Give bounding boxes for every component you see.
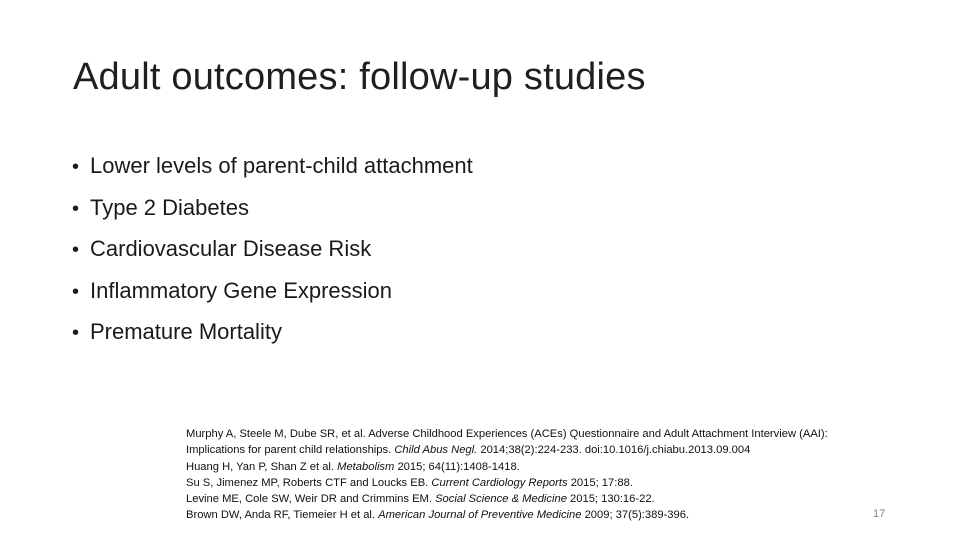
bullet-icon: • xyxy=(72,280,80,303)
list-item xyxy=(72,229,473,271)
reference-text: Implications for parent child relationships. xyxy=(186,444,395,457)
reference-citation: 2009; 37(5):389-396. xyxy=(581,509,690,522)
reference-journal: Social Science & Medicine xyxy=(435,493,567,506)
bullet-icon: • xyxy=(72,197,80,220)
page-number: 17 xyxy=(873,508,886,520)
reference-line xyxy=(186,459,828,475)
list-item xyxy=(72,271,473,313)
reference-text: Su S, Jimenez MP, Roberts CTF and Loucks EB. xyxy=(186,476,432,489)
reference-citation: 2015; 64(11):1408-1418. xyxy=(394,460,520,473)
slide-title: Adult outcomes: follow-up studies xyxy=(73,56,646,98)
list-item xyxy=(72,188,473,230)
reference-line xyxy=(186,491,828,507)
bullet-text: Inflammatory Gene Expression xyxy=(90,277,393,303)
bullet-icon: • xyxy=(72,239,80,261)
bullet-text: Type 2 Diabetes xyxy=(90,194,249,220)
bullet-text: Premature Mortality xyxy=(90,319,282,344)
reference-text: Brown DW, Anda RF, Tiemeier H et al. xyxy=(186,509,379,522)
bullet-list xyxy=(72,146,473,354)
reference-citation: 2014;38(2):224-233. doi:10.1016/j.chiabu.2013.09.004 xyxy=(477,444,751,457)
reference-line xyxy=(186,475,828,491)
reference-text: Murphy A, Steele M, Dube SR, et al. Adverse Childhood Experiences (ACEs) Questionnaire and Adult Attachment Interview (AAI): xyxy=(186,428,828,440)
reference-citation: 2015; 130:16-22. xyxy=(566,493,655,506)
reference-text: Huang H, Yan P, Shan Z et al. xyxy=(186,460,338,473)
bullet-icon: • xyxy=(72,156,80,178)
list-item xyxy=(72,146,473,188)
reference-citation: 2015; 17:88. xyxy=(567,476,633,489)
bullet-icon: • xyxy=(72,322,80,344)
reference-journal: American Journal of Preventive Medicine xyxy=(378,509,582,522)
reference-journal: Metabolism xyxy=(337,460,395,473)
bullet-text: Cardiovascular Disease Risk xyxy=(90,236,372,261)
references xyxy=(186,426,828,524)
reference-line xyxy=(186,507,828,523)
reference-text: Levine ME, Cole SW, Weir DR and Crimmins EM. xyxy=(186,493,436,506)
reference-journal: Child Abus Negl. xyxy=(394,444,478,457)
reference-line xyxy=(186,426,828,442)
reference-journal: Current Cardiology Reports xyxy=(431,476,568,489)
bullet-text: Lower levels of parent-child attachment xyxy=(90,153,473,178)
reference-line xyxy=(186,442,828,458)
list-item xyxy=(72,312,473,354)
